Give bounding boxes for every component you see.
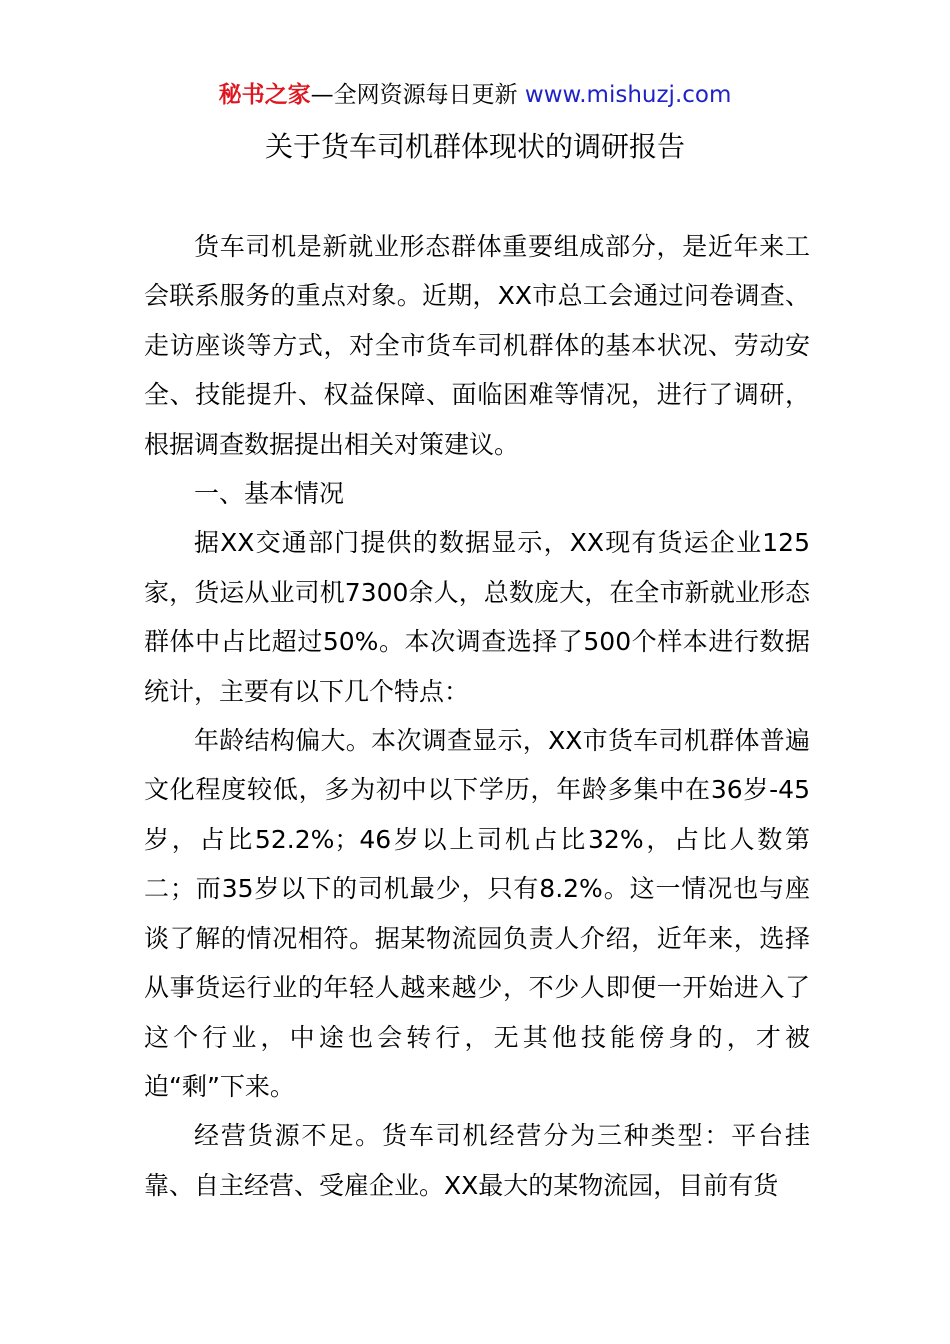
paragraph-age-structure: 年龄结构偏大。本次调查显示，XX市货车司机群体普遍文化程度较低，多为初中以下学历，年龄多集中在36岁-45岁，占比52.2%；46岁以上司机占比32%，占比人数第二；而35岁以下的司机最少，只有8.2%。这一情况也与座谈了解的情况相符。据某物流园负责人介绍，近年来，选择从事货运行业的年轻人越来越少，不少人即便一开始进入了这个行业，中途也会转行，无其他技能傍身的，才被迫“剩”下来。 [144, 726, 810, 1101]
paragraph-statistics: 据XX交通部门提供的数据显示，XX现有货运企业125家，货运从业司机7300余人，总数庞大，在全市新就业形态群体中占比超过50%。本次调查选择了500个样本进行数据统计，主要有以下几个特点： [144, 528, 810, 706]
site-header [0, 78, 950, 112]
document-body [144, 222, 810, 1210]
paragraph-intro: 货车司机是新就业形态群体重要组成部分，是近年来工会联系服务的重点对象。近期，XX市总工会通过问卷调查、走访座谈等方式，对全市货车司机群体的基本状况、劳动安全、技能提升、权益保障、面临困难等情况，进行了调研，根据调查数据提出相关对策建议。 [144, 232, 810, 459]
section-heading-basic-info: 一、基本情况 [194, 479, 345, 509]
site-slogan: —全网资源每日更新 [310, 82, 525, 108]
site-url-link[interactable]: www.mishuzj.com [524, 82, 732, 108]
site-brand: 秘书之家 [218, 82, 311, 108]
document-title: 关于货车司机群体现状的调研报告 [264, 130, 685, 163]
paragraph-cargo-source: 经营货源不足。货车司机经营分为三种类型：平台挂靠、自主经营、受雇企业。XX最大的某物流园，目前有货 [144, 1121, 810, 1200]
